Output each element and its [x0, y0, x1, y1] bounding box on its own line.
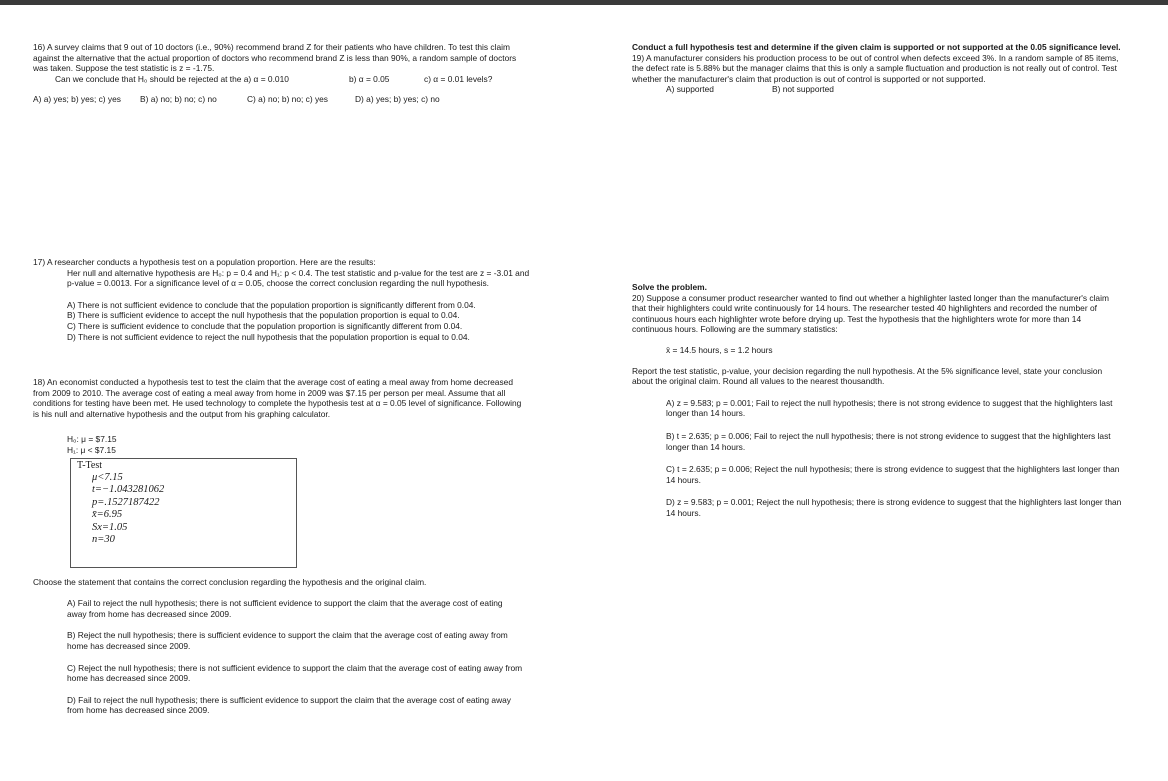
- q19-text-line: 19) A manufacturer considers his production process to be out of control when defects exceed 3%. In a random sample of 85 items,: [632, 52, 1119, 63]
- q16-choices: [33, 94, 563, 105]
- q20-choice-d[interactable]: [666, 497, 1156, 518]
- q18-prompt: Choose the statement that contains the correct conclusion regarding the hypothesis and the original claim.: [33, 576, 427, 587]
- q18-choice-a-line: away from home has decreased since 2009.: [67, 608, 232, 619]
- q18-choice-b-line: home has decreased since 2009.: [67, 640, 191, 651]
- q18-choice-c[interactable]: [33, 663, 563, 684]
- q18-choice-c-line: home has decreased since 2009.: [67, 673, 191, 684]
- q19-header: Conduct a full hypothesis test and determine if the given claim is supported or not supported at the 0.05 significance level.: [632, 42, 1121, 52]
- q20-text-line: 20) Suppose a consumer product researcher wanted to find out whether a highlighter lasted longer than the manufacturer's claim: [632, 292, 1109, 303]
- q17-text-line: 17) A researcher conducts a hypothesis test on a population proportion. Here are the results:: [33, 257, 376, 267]
- q18-choice-d-line: from home has decreased since 2009.: [67, 705, 210, 716]
- q20-summary-stats: x̄ = 14.5 hours, s = 1.2 hours: [666, 344, 773, 355]
- q20-choice-a-line: longer than 14 hours.: [666, 408, 746, 419]
- q16-prompt-c: c) α = 0.01 levels?: [424, 73, 493, 84]
- ttest-line: t=−1.043281062: [92, 484, 165, 496]
- q19-choices: [632, 84, 1160, 95]
- q20-choice-a[interactable]: [666, 398, 1156, 419]
- q20-choice-d-line: 14 hours.: [666, 507, 701, 518]
- ttest-line: n=30: [92, 534, 115, 545]
- q20-text-line: that their highlighters could write continuously for 14 hours. The researcher tested 40 highlighters and recorded the number of: [632, 303, 1097, 314]
- q16-prompt-b: b) α = 0.05: [349, 73, 390, 84]
- question-19: [632, 42, 1160, 95]
- q16-choice-a[interactable]: A) a) yes; b) yes; c) yes: [33, 94, 121, 105]
- q16-prompt: [33, 74, 563, 85]
- q18-choice-d[interactable]: [33, 695, 563, 716]
- q18-choice-a[interactable]: [33, 598, 563, 619]
- q18-alt-hypothesis: H₁: μ < $7.15: [67, 444, 116, 455]
- calculator-output-box: [70, 458, 297, 568]
- q19-choice-a[interactable]: A) supported: [666, 84, 714, 95]
- q20-choice-d-line: D) z = 9.583; p = 0.001; Reject the null hypothesis; there is strong evidence to suggest that the highlighters last longer than: [666, 497, 1122, 508]
- q17-choice-a[interactable]: A) There is not sufficient evidence to conclude that the population proportion is significantly different from 0.04.: [67, 299, 476, 310]
- q17-choice-d[interactable]: D) There is not sufficient evidence to reject the null hypothesis that the population proportion is equal to 0.04.: [67, 331, 470, 342]
- q17-text-line: p-value = 0.0013. For a significance level of α = 0.05, choose the correct conclusion regarding the null hypothesis.: [67, 278, 489, 289]
- q18-text-line: is his null and alternative hypothesis and the output from his graphing calculator.: [33, 408, 331, 419]
- q20-text-line: continuous hours. Following are the summary statistics:: [632, 324, 838, 335]
- q16-text-line: was taken. Suppose the test statistic is z = -1.75.: [33, 63, 215, 74]
- question-20: [632, 282, 1160, 519]
- q17-text-line: Her null and alternative hypothesis are H₀: p = 0.4 and H₁: p < 0.4. The test statistic and p-value for the test are z = -3.01 and: [67, 267, 530, 278]
- ttest-line: μ<7.15: [92, 471, 123, 483]
- q18-text-line: conditions for testing have been met. He used technology to complete the hypothesis test at α = 0.05 level of significance. Following: [33, 398, 522, 409]
- q18-choice-c-line: C) Reject the null hypothesis; there is not sufficient evidence to support the claim that the average cost of eating away from: [67, 662, 523, 673]
- q16-prompt-a: Can we conclude that H₀ should be rejected at the a) α = 0.010: [55, 73, 289, 84]
- ttest-line: Sx=1.05: [92, 521, 128, 533]
- q16-text-line: 16) A survey claims that 9 out of 10 doctors (i.e., 90%) recommend brand Z for their patients who have children. To test this claim: [33, 42, 510, 52]
- q19-text-line: the defect rate is 5.88% but the manager claims that this is only a sample fluctuation and production is not really out of control. Test: [632, 63, 1117, 74]
- q16-choice-b[interactable]: B) a) no; b) no; c) no: [140, 94, 217, 105]
- question-16: [33, 42, 563, 105]
- q20-choice-b-line: longer than 14 hours.: [666, 441, 746, 452]
- q16-choice-d[interactable]: D) a) yes; b) yes; c) no: [355, 94, 440, 105]
- q18-null-hypothesis: H₀: μ = $7.15: [67, 434, 117, 445]
- question-17: [33, 257, 563, 342]
- ttest-line: x̄=6.95: [92, 509, 123, 521]
- q16-text-line: against the alternative that the actual proportion of doctors who recommend brand Z is less than 90%, a random sample of doctors: [33, 52, 517, 63]
- q20-choice-a-line: A) z = 9.583; p = 0.001; Fail to reject the null hypothesis; there is not strong evidence to suggest that the highlighters last: [666, 397, 1113, 408]
- question-18: [33, 377, 563, 716]
- q18-text-line: 18) An economist conducted a hypothesis test to test the claim that the average cost of eating a meal away from home decreased: [33, 377, 513, 387]
- q19-choice-b[interactable]: B) not supported: [772, 84, 834, 95]
- q17-choice-c[interactable]: C) There is sufficient evidence to conclude that the population proportion is significantly different from 0.04.: [67, 320, 463, 331]
- q20-header: Solve the problem.: [632, 282, 707, 292]
- q17-choices: [33, 300, 563, 342]
- top-border: [0, 0, 1168, 5]
- q20-report-line: about the original claim. Round all values to the nearest thousandth.: [632, 376, 885, 387]
- q20-report-line: Report the test statistic, p-value, your decision regarding the null hypothesis. At the 5% significance level, state your conclusion: [632, 365, 1103, 376]
- q20-choice-c[interactable]: [666, 464, 1156, 485]
- q16-choice-c[interactable]: C) a) no; b) no; c) yes: [247, 94, 328, 105]
- q20-choice-c-line: C) t = 2.635; p = 0.006; Reject the null hypothesis; there is strong evidence to suggest that the highlighters last longer than: [666, 464, 1120, 475]
- q20-choice-c-line: 14 hours.: [666, 474, 701, 485]
- q20-text-line: continuous hours each highlighter wrote before drying up. Test the hypothesis that the highlighters wrote for more than 14: [632, 313, 1082, 324]
- q17-choice-b[interactable]: B) There is sufficient evidence to accept the null hypothesis that the population proportion is equal to 0.04.: [67, 310, 460, 321]
- q18-choice-a-line: A) Fail to reject the null hypothesis; there is not sufficient evidence to support the claim that the average cost of eating: [67, 598, 503, 609]
- q18-choice-d-line: D) Fail to reject the null hypothesis; there is sufficient evidence to support the claim that the average cost of eating away: [67, 694, 511, 705]
- q18-choice-b-line: B) Reject the null hypothesis; there is sufficient evidence to support the claim that the average cost of eating away from: [67, 630, 508, 641]
- q19-text-line: whether the manufacturer's claim that production is out of control is supported or not supported.: [632, 73, 986, 84]
- q20-choice-b[interactable]: [666, 431, 1156, 452]
- ttest-title: T-Test: [77, 459, 103, 471]
- q20-choice-b-line: B) t = 2.635; p = 0.006; Fail to reject the null hypothesis; there is not strong evidence to suggest that the highlighters last: [666, 430, 1111, 441]
- ttest-line: p=.1527187422: [92, 496, 160, 508]
- q18-choice-b[interactable]: [33, 630, 563, 651]
- q18-text-line: from 2009 to 2010. The average cost of eating a meal away from home in 2009 was $7.15 per person per meal. Assume that all: [33, 387, 506, 398]
